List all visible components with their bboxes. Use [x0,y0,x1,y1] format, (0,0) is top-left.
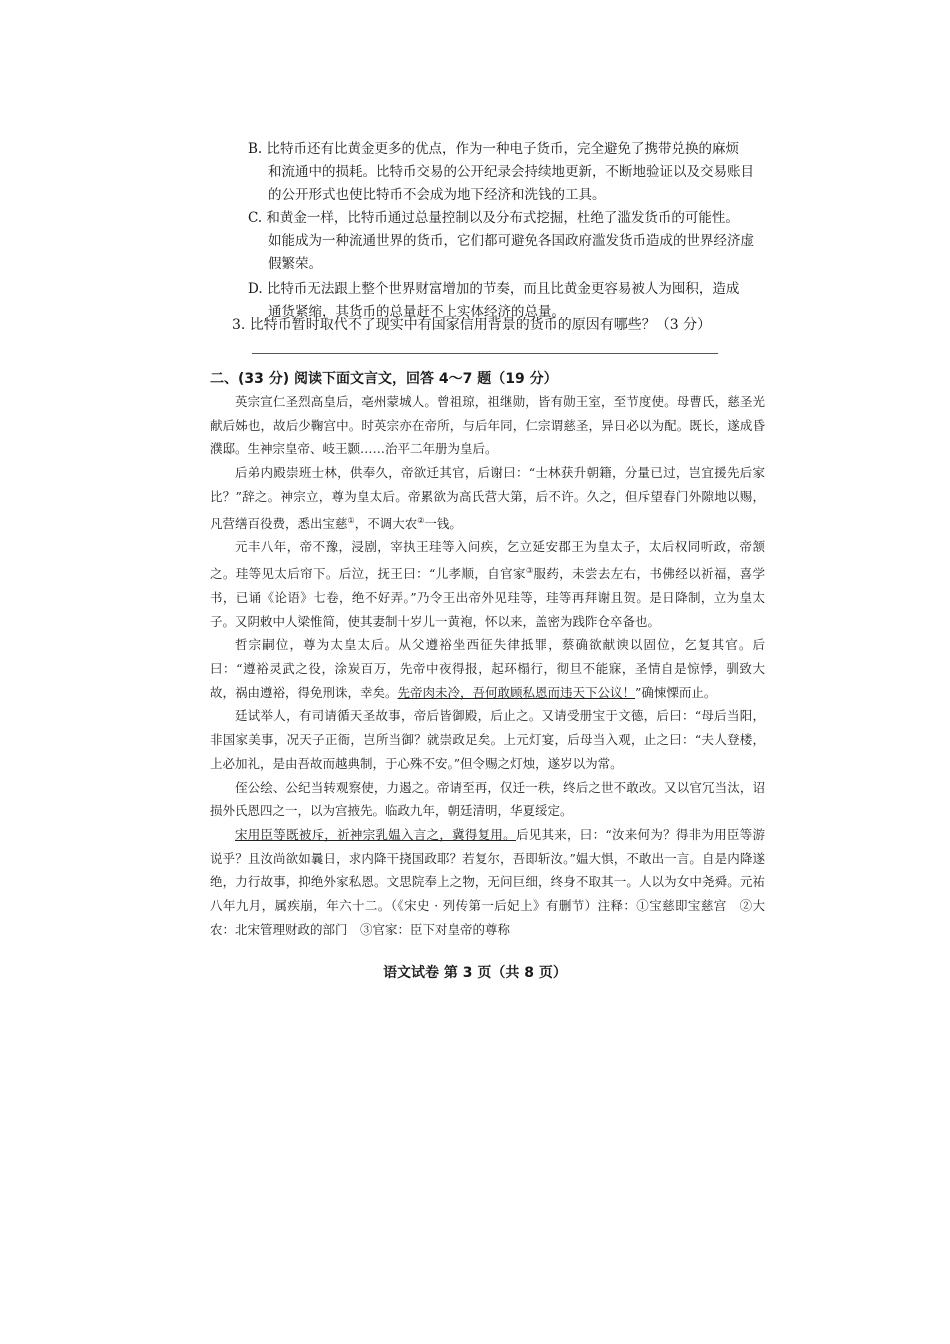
answer-line[interactable] [252,353,718,354]
passage-paragraph-7 [210,823,765,942]
page-footer: 语文试卷 第 3 页（共 8 页） [383,965,567,981]
passage-paragraph-3 [210,535,765,633]
p2-text: 后弟内殿崇班士林，供奉久，帝欲迁其官，后谢曰：“士林获升朝籍，分量已过，岂宜援先后家比？”辞之。神宗立，尊为皇太后。帝累欲为高氏营大第，后不许。久之，但斥望春门外隙地以赐，凡营缮百役费，悉出宝慈 [210,465,765,531]
option-b-line-2: 和流通中的损耗。比特币交易的公开纪录会持续地更新，不断地验证以及交易账目 [268,164,754,180]
note-ref-3: ③ [525,566,534,576]
p4-text-b: ”确悚慄而止。 [635,684,717,700]
p2-text-c: 一钱。 [424,515,462,531]
passage-paragraph-2 [210,461,765,535]
option-d-line-1: D. 比特币无法跟上整个世界财富增加的节奏，而且比黄金更容易被人为囤积，造成 [248,281,740,297]
annotations: 注释：①宝慈即宝慈宫 ②大农：北宋管理财政的部门 ③官家：臣下对皇帝的尊称 [210,898,765,937]
option-c-line-2: 如能成为一种流通世界的货币，它们都可避免各国政府滥发货币造成的世界经济虚 [268,233,754,249]
note-ref-2: ② [417,515,425,525]
passage-paragraph-6: 侄公绘、公纪当转观察使，力遏之。帝请至再，仅迁一秩，终后之世不敢改。又以官冗当汰，诏损外氏恩四之一，以为宫掖先。临政九年，朝廷清明，华夏绥定。 [210,779,765,819]
underlined-sentence-2: 宋用臣等既被斥，祈神宗乳媪入言之，冀得复用。 [235,826,516,842]
option-b-line-1: B. 比特币还有比黄金更多的优点，作为一种电子货币，完全避免了携带兑换的麻烦 [248,141,740,157]
p3-text-b: 服药，未尝去左右，书佛经以祈福，喜学书，已诵《论语》七卷，绝不好弄。”乃令王出帝外见珪等，珪等再拜谢且贺。是日降制，立为皇太子。又阴敕中人梁惟简，使其妻制十岁儿一黄袍，怀以来，盖密为践阼仓卒备也。 [210,566,765,629]
option-b-line-3: 的公开形式也使比特币不会成为地下经济和洗钱的工具。 [268,187,606,203]
option-d-line-2: 通货紧缩，其货币的总量赶不上实体经济的总量。 [268,304,565,320]
p2-text-b: ，不调大农 [354,515,418,531]
passage-paragraph-5: 廷试举人，有司请循天圣故事，帝后皆御殿，后止之。又请受册宝于文德，后曰：“母后当阳，非国家美事，况天子正衙，岂所当御？就崇政足矣。上元灯宴，后母当入观，止之曰：“夫人登楼，上必加礼，是由吾故而越典制，于心殊不安。”但令赐之灯烛，遂岁以为常。 [210,708,765,771]
question-3: 3. 比特币暂时取代不了现实中有国家信用背景的货币的原因有哪些？（3 分） [232,317,712,333]
classical-passage [210,390,765,941]
passage-paragraph-4 [210,633,765,704]
option-c-line-1: C. 和黄金一样，比特币通过总量控制以及分布式挖掘，杜绝了滥发货币的可能性。 [248,210,739,226]
underlined-sentence-1: 先帝肉未冷，吾何敢顾私恩而违天下公议！ [397,684,636,700]
option-c-line-3: 假繁荣。 [268,256,322,272]
passage-paragraph-1: 英宗宣仁圣烈高皇后，亳州蒙城人。曾祖琼，祖继勋，皆有勋王室，至节度使。母曹氏，慈圣光献后姊也，故后少鞠宫中。时英宗亦在帝所，与后年同，仁宗谓慈圣，异日必以为配。既长，遂成昏濮邸。生神宗皇帝、岐王颢……治平二年册为皇后。 [210,394,765,457]
section-2-title: 二、(33 分) 阅读下面文言文，回答 4～7 题（19 分） [210,371,558,387]
note-ref-1: ① [347,515,355,525]
p4-text-a: 哲宗嗣位，尊为太皇太后。从父遵裕坐西征失律抵罪，蔡确欲献谀以固位，乞复其官。后曰：“遵裕灵武之役，涂炭百万，先帝中夜得报，起环榻行，彻旦不能寐，圣情自是惊悸，驯致大故，祸由遵裕，得免刑诛，幸矣。 [210,637,765,700]
p3-text-a: 元丰八年，帝不豫，浸剧，宰执王珪等入问疾，乞立延安郡王为皇太子，太后权同听政，帝颔之。珪等见太后帘下。后泣，抚王曰：“儿孝顺，自官家 [210,539,765,582]
p7-text: 后见其来，曰：“汝来何为？得非为用臣等游说乎？且汝尚欲如曩日，求内降干挠国政耶？若复尔，吾即斩汝。”媪大惧，不敢出一言。自是内降遂绝，力行故事，抑绝外家私恩。文思院奉上之物，无问巨细，终身不取其一。人以为女中尧舜。元祐八年九月，属疾崩，年六十二。（《宋史 · 列传第一后妃上》有删节） [210,826,765,914]
